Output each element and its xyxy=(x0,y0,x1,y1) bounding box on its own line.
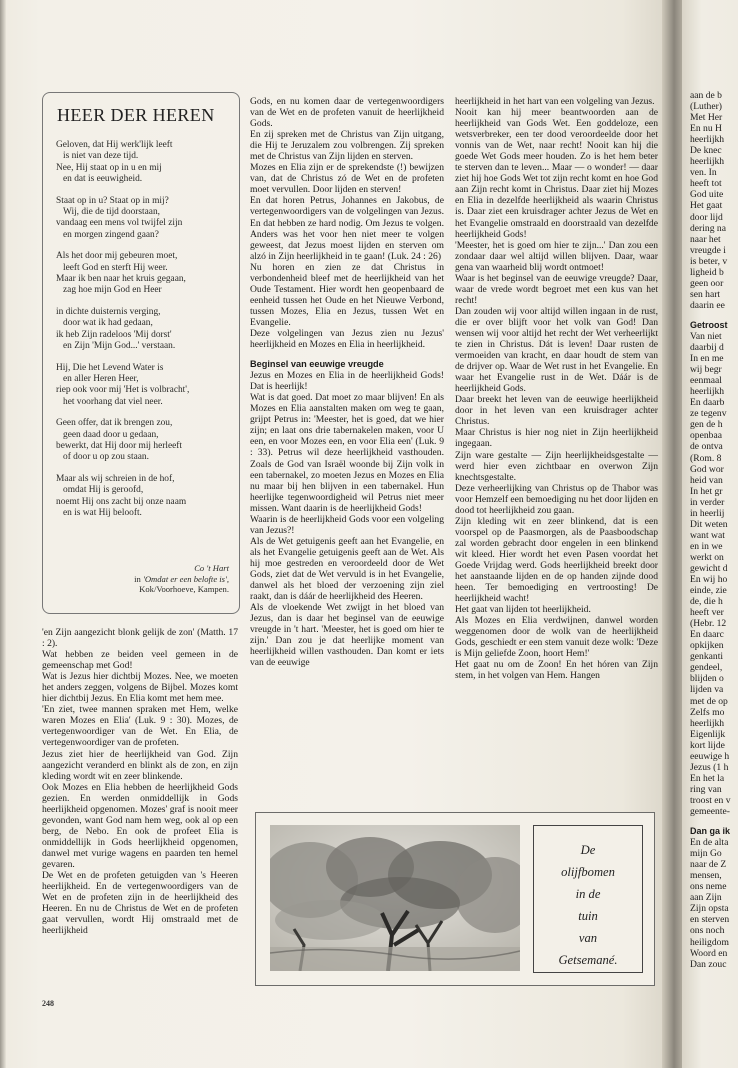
text-line: sen hart xyxy=(690,288,721,300)
text-line: Het gaat xyxy=(690,200,723,212)
paragraph: De Wet en de profeten getuigden van 's Heeren heerlijkheid. En de vertegenwoordigers van de Wet en de profeten zijn in de heerlijkheid des Heeren. En nu de Christus de Wet en de profeten gaat vervullen, wordt Hij omstraald met de heerlijkheid xyxy=(42,870,238,937)
poem-line: en aller Heren Heer, xyxy=(63,374,139,385)
paragraph: Waarin is de heerlijkheid Gods voor een volgeling van Jezus?! xyxy=(250,513,444,536)
poem-line: is niet van deze tijd. xyxy=(63,151,139,162)
text-line: ligheid b xyxy=(690,266,724,278)
paragraph: Als de vloekende Wet zwijgt in het bloed van Jezus, dan is daar het beginsel van de eeuwige vreugde in 't hart. 'Meester, het is goed om hier te zijn.' Dan zou je dat heerlijke moment van heerlijkheid willen vasthouden. Dan komt er iets van de eeuwige xyxy=(250,602,444,669)
text-line: heid van xyxy=(690,474,723,486)
paragraph: Waar is het beginsel van de eeuwige vreugde? Daar, waar de vrede wordt begroet met een kus van het recht! xyxy=(455,272,658,306)
text-line: is beter, v xyxy=(690,255,728,267)
text-line: dering na xyxy=(690,222,726,234)
column-2-body xyxy=(250,370,444,668)
text-line: In het gr xyxy=(690,485,723,497)
poem-line: zag hoe mijn God en Heer xyxy=(63,285,162,296)
article-column-2 xyxy=(250,96,444,668)
poem-source-prefix: in xyxy=(134,573,141,584)
paragraph: Zijn kleding wit en zeer blinkend, dat is een voorspel op de Paasmorgen, als de Paasboodschap zal worden gebracht door engelen in een blinkend wit kleed. Hier wordt het even Pasen voordat het Goede Vrijdag werd. Gods heerlijkheid breekt door het aanstaande lijden en de op handen zijnde dood heen. Ter bemoediging en vertroosting! De heerlijkheid wacht! xyxy=(455,515,658,605)
text-line: Eigenlijk xyxy=(690,728,726,740)
poem-title: HEER DER HEREN xyxy=(57,105,215,125)
text-line: Dit weten xyxy=(690,518,728,530)
text-line: gewicht d xyxy=(690,562,728,574)
paragraph: Ook Mozes en Elia hebben de heerlijkheid Gods gezien. En werden onmiddellijk in Gods heerlijkheid opgenomen. Mozes' graf is nooit meer gevonden, want God nam hem weg, ook al op een berg, de Nebo. En ook de profeet Elia is onmiddellijk in Gods heerlijkheid opgenomen, danwel met vurige wagens en paarden ten hemel gevaren. xyxy=(42,781,238,870)
poem-publisher: Kok/Voorhoeve, Kampen. xyxy=(139,584,229,595)
text-line: En daarb xyxy=(690,397,725,409)
poem-line: geen daad door u gedaan, xyxy=(63,429,159,440)
text-line: (Rom. 8 xyxy=(690,452,722,464)
poem-stanza xyxy=(56,418,234,463)
poem-line: vandaag een mens vol twijfel zijn xyxy=(56,218,183,229)
text-line: openbaa xyxy=(690,430,722,442)
text-line: met de op xyxy=(690,695,728,707)
text-line: in heerlij xyxy=(690,507,725,519)
text-line: ven. In xyxy=(690,167,717,179)
poem-line: riep ook voor mij 'Het is volbracht', xyxy=(56,385,190,396)
paragraph: Deze verheerlijking van Christus op de Thabor was voor Hemzelf een bemoediging nu het door lijden en dood tot heerlijkheid zou gaan. xyxy=(455,482,659,516)
poem-line: en morgen zingend gaan? xyxy=(63,229,159,240)
right-heading-getroost: Getroost xyxy=(690,319,728,330)
right-heading-dan-ga-ik: Dan ga ik xyxy=(690,826,731,837)
paragraph: Nu horen en zien ze dat Christus in verbondenheid bleef met de heerlijkheid van het Oude Testament. Hier wordt hen geopenbaard de eenheid tussen het Oude en het Nieuwe Verbond, tussen Mozes, Elia en Jezus, tussen Wet en Evangelie. xyxy=(250,261,444,328)
text-line: heerlijkh xyxy=(690,717,725,729)
text-line: En nu H xyxy=(690,123,722,135)
poem-stanza xyxy=(56,474,234,519)
text-line: Van niet xyxy=(690,330,722,342)
paragraph: Dan zouden wij voor altijd willen ingaan in de rust, die er over blijft voor het volk van God! Dan wensen wij voor altijd het recht der Wet verheerlijkt te zien in Christus. Dát is leven! Daar rusten de vermoeiden van kracht, en daar houdt de stem van de drijver op. Waar de Wet rust in het Evangelie. En waar het Evangelie rust in de Wet. Dáár is de heerlijkheid Gods. xyxy=(455,305,658,395)
text-line: heiligdom xyxy=(690,936,729,948)
book-gutter xyxy=(662,0,684,1068)
text-line: en in we xyxy=(690,540,723,552)
poem-line: door wat ik had gedaan, xyxy=(63,318,153,329)
text-line: lijden va xyxy=(690,684,724,696)
text-line: ze tegenv xyxy=(690,408,727,420)
text-line: (Hebr. 12 xyxy=(690,618,727,630)
text-line: want wat xyxy=(690,529,725,541)
poem-line: noemt Hij ons zacht bij onze naam xyxy=(56,496,187,507)
text-line: Woord en xyxy=(690,947,728,959)
text-line: En wij ho xyxy=(690,574,728,586)
poem-line: ik heb Zijn radeloos 'Mij dorst' xyxy=(56,329,172,340)
poem-box xyxy=(42,92,240,614)
paragraph: Wat is Jezus hier dichtbij Mozes. Nee, we moeten het anders zeggen, volgens de Bijbel. Mozes komt hier dichtbij Jezus. En Elia komt met hem mee. xyxy=(42,671,238,705)
text-line: kort lijde xyxy=(690,739,725,751)
text-line: en sterven xyxy=(690,914,730,926)
text-line: door lijd xyxy=(690,211,723,223)
poem-line: Staat op in u? Staat op in mij? xyxy=(56,195,169,206)
poem-stanza xyxy=(56,363,234,408)
text-line: Zelfs mo xyxy=(690,706,725,718)
paragraph: heerlijkheid in het hart van een volgeling van Jezus. xyxy=(455,96,655,107)
paragraph: Het gaat nu om de Zoon! En het hóren van Zijn stem, in het volgen van Hem. Hangen xyxy=(455,659,658,682)
poem-line: Maar als wij schreien in de hof, xyxy=(56,474,175,485)
text-line: gen de h xyxy=(690,419,723,431)
text-line: de, die h xyxy=(690,596,723,608)
text-line: En de alta xyxy=(690,837,729,849)
poem-line: en dat is eeuwigheid. xyxy=(63,173,143,184)
paragraph: Wat is dat goed. Dat moet zo maar blijven! En als Mozes en Elia aanstalten maken om weg te gaan, grijpt Petrus in: 'Meester, het is goed, dat we hier zijn; en laat ons drie tabernakelen maken, voor U een, en voor Mozes een, en voor Elia een' (Luk. 9 : 33). Petrus wil deze heerlijkheid vasthouden. Zoals de God van Israël woonde bij Zijn volk in een tabernakel, zo moeten Jezus en Mozes en Elia nu maar bij hen blijven in een tabernakel. Hun heerlijke tegenwoordigheid wil Petrus niet meer missen. Want daarin is de heerlijkheid Gods! xyxy=(250,392,444,514)
poem-line: en Zijn 'Mijn God...' verstaan. xyxy=(63,340,176,351)
paragraph: Als Mozes en Elia verdwijnen, danwel worden weggenomen door de wolk van de heerlijkheid Gods, geschiedt er een stem vanuit deze wolk: 'Deze is Mijn geliefde Zoon, hoort Hem!' xyxy=(455,615,658,660)
paragraph: Mozes en Elia zijn er de sprekendste (!) bewijzen van, dat de Christus zó de Wet en de profeten moet vervullen. Door lijden en sterven! xyxy=(250,162,444,196)
paragraph: 'Meester, het is goed om hier te zijn...' Dan zou een zondaar daar wel altijd willen blijven. Daar, waar gena van waarheid blij wordt ontmoet! xyxy=(455,239,658,273)
text-line: Zijn opsta xyxy=(690,903,729,915)
paragraph: Maar Christus is hier nog niet in Zijn heerlijkheid ingegaan. xyxy=(455,427,658,450)
poem-stanza xyxy=(56,140,234,185)
text-line: ring van xyxy=(690,783,722,795)
text-line: blijden o xyxy=(690,673,724,685)
paragraph: Als de Wet getuigenis geeft aan het Evangelie, en als het Evangelie getuigenis geeft aan de Wet. Als hij moe gestreden en veroordeeld door de Wet Gods, ziet dat de Wet vervuld is in het Evangelie, danwel als het bloed der verzoening zijn ziel raakt, dan is dáár de heerlijkheid des Heeren. xyxy=(250,535,444,603)
poem-line: Maar ik ben naar het kruis gegaan, xyxy=(56,273,186,284)
text-line: gemeente- xyxy=(690,806,730,817)
caption-line: tuin xyxy=(578,909,598,923)
caption-line: Getsemané. xyxy=(558,953,618,967)
paragraph: Daar breekt het leven van de eeuwige heerlijkheid door in het leven van een kruisdrager achter Christus. xyxy=(455,394,658,428)
text-line: gendeel, xyxy=(690,662,723,674)
poem-stanza xyxy=(56,196,234,241)
text-line: God wor xyxy=(690,463,724,475)
section-heading-vreugde: Beginsel van eeuwige vreugde xyxy=(250,359,384,370)
text-line: einde, zie xyxy=(690,585,727,597)
poem-source-title: 'Omdat er een belofte is', xyxy=(142,573,229,584)
text-line: En daarc xyxy=(690,629,724,641)
column-2-intro xyxy=(250,96,444,350)
poem-line: en is wat Hij belooft. xyxy=(63,508,142,519)
text-line: naar het xyxy=(690,233,721,245)
paragraph: Jezus en Mozes en Elia in de heerlijkheid Gods! Dat is heerlijk! xyxy=(250,370,444,393)
text-line: in verder xyxy=(690,496,725,508)
article-column-1 xyxy=(42,627,238,936)
text-line: eenmaal xyxy=(690,375,722,387)
paragraph: Zijn ware gestalte — Zijn heerlijkheidsgestalte — werd hier even zichtbaar en overwon Zijn knechtsgestalte. xyxy=(455,449,658,483)
text-line: aan Zijn xyxy=(690,892,722,904)
text-line: de ontva xyxy=(690,441,723,453)
text-line: vreugde i xyxy=(690,244,726,256)
text-line: mijn Go xyxy=(690,848,722,860)
photo-caption-box xyxy=(533,825,643,973)
caption-line: olijfbomen xyxy=(561,865,615,879)
text-line: ons noch xyxy=(690,925,725,937)
text-line: Jezus (1 h xyxy=(690,761,729,773)
right-page-column xyxy=(690,90,738,970)
paragraph: Het gaat van lijden tot heerlijkheid. xyxy=(455,604,591,616)
text-line: (Luther) xyxy=(690,101,722,113)
text-line: heerlijkh xyxy=(690,386,725,398)
olive-trees-photo xyxy=(270,825,520,971)
text-line: genkanti xyxy=(690,651,724,663)
paragraph: Nooit kan hij meer beantwoorden aan de heerlijkheid van Gods Wet. Een goddeloze, een wetsverbreker, een ter dood veroordeelde door het vonnis van de Wet, naar recht! Nooit kan hij die goede Wet Gods meer houden. Zo is het hem beter te sterven dan te leven... Maar — o wonder! — daar ziet hij hoe Gods Wet tot zijn recht komt en hoe God aan Zijn recht komt in Christus. Daar ziet hij Mozes en Elia in dezelfde heerlijkheid als waarin Christus is. Daar ziet een kruisdrager achter Jezus de Wet en het Evangelie omstraald en doorstraald van dezelfde heerlijkheid Gods! xyxy=(455,107,658,240)
poem-line: Als het door mij gebeuren moet, xyxy=(56,251,178,262)
poem-stanza xyxy=(56,251,234,296)
poem-line: Nee, Hij staat op in u en mij xyxy=(56,162,162,173)
paragraph: Jezus ziet hier de heerlijkheid van God. Zijn aangezicht veranderd en blinkt als de zon, en zijn kleding wordt wit en zeer blinkende. xyxy=(42,748,238,782)
article-column-3 xyxy=(455,96,658,681)
paragraph: Deze volgelingen van Jezus zien nu Jezus' heerlijkheid en Mozes en Elia in heerlijkheid. xyxy=(250,327,444,351)
text-line: troost en v xyxy=(690,794,731,806)
text-line: In en me xyxy=(690,353,724,365)
text-line: Met Her xyxy=(690,112,723,124)
text-line: mensen, xyxy=(690,870,722,882)
poem-line: Wij, die de tijd doorstaan, xyxy=(63,206,160,217)
paragraph: En dat horen Petrus, Johannes en Jakobus, de vertegenwoordigers van de volgelingen van Jezus. En dat hebben ze hard nodig. Om Jezus te volgen. Anders was het voor hen niet meer te volgen geweest, dat Jezus moest lijden en sterven om alzó in Zijn heerlijkheid in te gaan! (Luk. 24 : 26) xyxy=(250,195,444,262)
text-line: aan de b xyxy=(690,90,722,101)
photo-frame xyxy=(255,812,655,986)
poem-line: bewerkt, dat Hij door mij herleeft xyxy=(56,441,182,452)
poem-line: of door u op zou staan. xyxy=(63,452,149,463)
paragraph: Wat hebben ze beiden veel gemeen in de gemeenschap met God! xyxy=(42,649,238,672)
page-number: 248 xyxy=(42,999,54,1008)
poem-line: in dichte duisternis verging, xyxy=(56,307,161,318)
caption-line: in de xyxy=(575,887,601,901)
photo-caption xyxy=(534,839,642,971)
text-line: naar de Z xyxy=(690,859,727,871)
text-line: eeuwige h xyxy=(690,750,730,762)
text-line: heerlijkh xyxy=(690,156,725,168)
text-line: werkt on xyxy=(690,551,724,563)
text-line: wij begr xyxy=(690,364,722,376)
text-line: God uite xyxy=(690,189,724,201)
text-line: opkijken xyxy=(690,640,724,652)
poem-line: Geloven, dat Hij werk'lijk leeft xyxy=(56,140,173,150)
paragraph: 'En ziet, twee mannen spraken met Hem, welke waren Mozes en Elia' (Luk. 9 : 30). Mozes, de vertegenwoordiger van de Wet. En Elia, de vertegenwoordiger van de profeten. xyxy=(42,704,238,749)
poem-line: leeft God en sterft Hij weer. xyxy=(63,262,168,273)
text-line: geen oor xyxy=(690,277,724,289)
text-line: En het la xyxy=(690,772,725,784)
poem-line: omdat Hij is geroofd, xyxy=(63,485,144,496)
text-line: heeft ver xyxy=(690,607,724,619)
text-line: heerlijkh xyxy=(690,134,725,146)
paragraph: En zij spreken met de Christus van Zijn uitgang, die Hij te Jeruzalem zou volbrengen. Zij spreken met de Christus van Zijn lijden en sterven. xyxy=(250,129,444,163)
text-line: Dan zouc xyxy=(690,958,727,970)
poem-author: Co 't Hart xyxy=(194,563,229,573)
caption-line: De xyxy=(580,843,596,857)
text-line: daarin ee xyxy=(690,299,725,311)
right-page xyxy=(682,0,738,1068)
paragraph: Gods, en nu komen daar de vertegenwoordigers van de Wet en de profeten vanuit de heerlijkheid Gods. xyxy=(250,96,444,130)
caption-line: van xyxy=(578,931,598,945)
text-line: De knec xyxy=(690,145,722,157)
text-line: ons neme xyxy=(690,881,727,893)
page-edge xyxy=(0,0,6,1068)
poem-text xyxy=(56,140,234,530)
poem-line: het voorhang dat viel neer. xyxy=(63,396,163,407)
poem-line: Hij, Die het Levend Water is xyxy=(56,362,164,373)
text-line: daarbij d xyxy=(690,342,724,354)
poem-stanza xyxy=(56,307,234,352)
text-line: heeft tot xyxy=(690,178,722,190)
poem-credit xyxy=(134,563,229,595)
paragraph: 'en Zijn aangezicht blonk gelijk de zon' (Matth. 17 : 2). xyxy=(42,627,238,650)
poem-line: Geen offer, dat ik brengen zou, xyxy=(56,418,173,429)
